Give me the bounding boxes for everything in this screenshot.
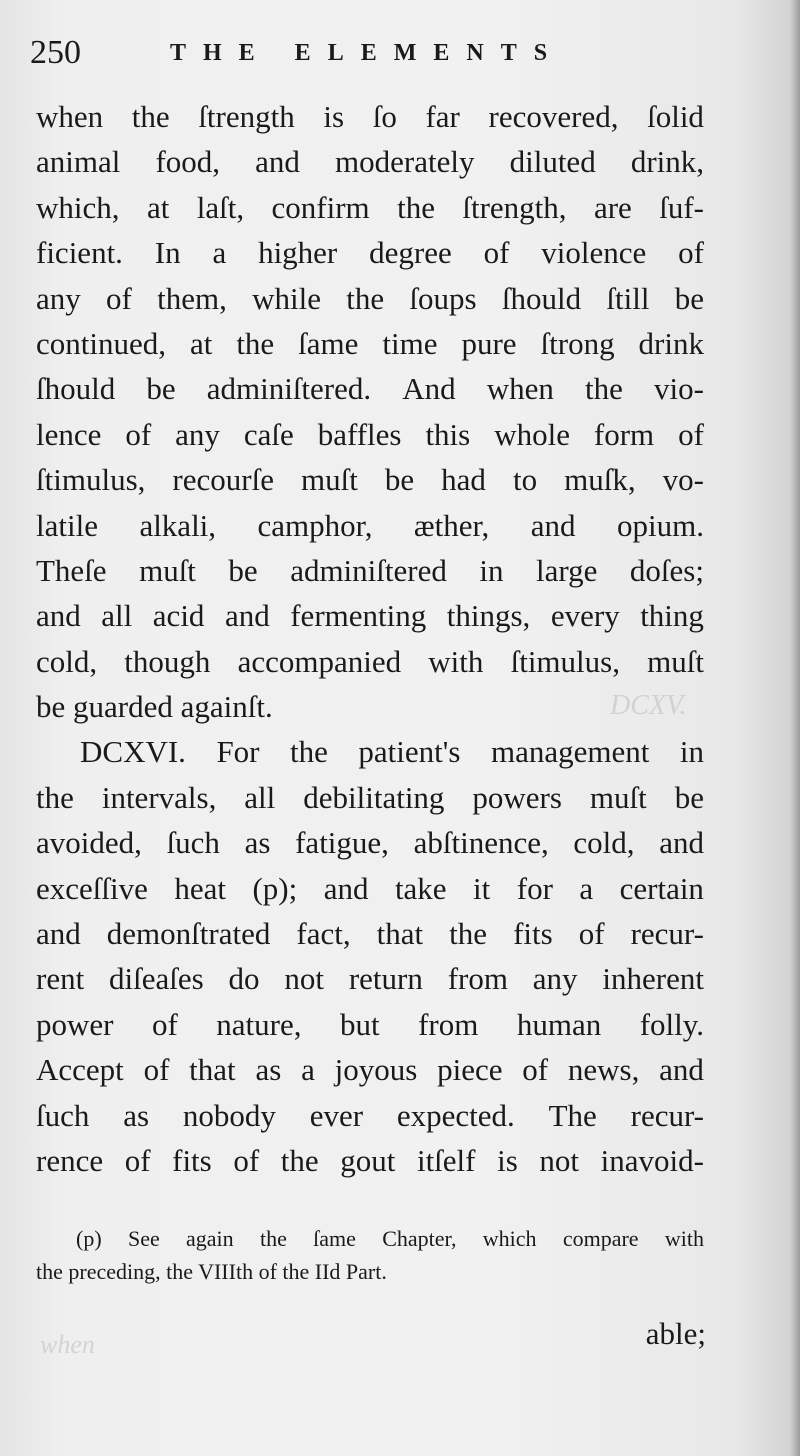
running-head: THE ELEMENTS [170, 40, 565, 66]
section-heading-line: DCXVI. For the patient's management in [80, 734, 704, 770]
text-line: Accept of that as a joyous piece of news, and [36, 1052, 704, 1088]
text-line: cold, though accompanied with ſtimulus, muſt [36, 643, 704, 679]
text-line: ſuch as nobody ever expected. The recur- [36, 1097, 704, 1133]
page-number: 250 [30, 34, 81, 71]
show-through-text: when [40, 1330, 95, 1359]
text-line: ſtimulus, recourſe muſt be had to muſk, vo- [36, 462, 704, 498]
text-line: latile alkali, camphor, æther, and opium. [36, 507, 704, 543]
text-line: and all acid and fermenting things, every thing [36, 598, 704, 634]
catchword: able; [645, 1316, 706, 1351]
body-text [36, 94, 704, 1183]
text-line: any of them, while the ſoups ſhould ſtill be [36, 280, 704, 316]
footnote-line: the preceding, the VIIIth of the IId Part. [36, 1259, 387, 1284]
text-line: the intervals, all debilitating powers muſt be [36, 779, 704, 815]
text-line: rence of fits of the gout itſelf is not inavoid- [36, 1142, 704, 1178]
text-line: and demonſtrated fact, that the fits of recur- [36, 916, 704, 952]
text-line: power of nature, but from human folly. [36, 1006, 704, 1042]
text-line: exceſſive heat (p); and take it for a certain [36, 870, 704, 906]
footnote-line: (p) See again the ſame Chapter, which compare with [76, 1226, 704, 1251]
text-line: animal food, and moderately diluted drink, [36, 144, 704, 180]
text-line: Theſe muſt be adminiſtered in large doſes; [36, 552, 704, 588]
text-line: rent diſeaſes do not return from any inherent [36, 961, 704, 997]
text-line: avoided, ſuch as fatigue, abſtinence, cold, and [36, 825, 704, 861]
page-header [30, 30, 730, 80]
text-line: ficient. In a higher degree of violence of [36, 235, 704, 271]
text-line: which, at laſt, confirm the ſtrength, are ſuf- [36, 189, 704, 225]
text-line: lence of any caſe baffles this whole form of [36, 416, 704, 452]
text-line: ſhould be adminiſtered. And when the vio- [36, 371, 704, 407]
page-edge-shadow [790, 0, 800, 1456]
footnote [36, 1222, 704, 1288]
text-line: when the ſtrength is ſo far recovered, ſolid [36, 99, 704, 134]
text-line: be guarded againſt. [36, 689, 273, 725]
text-line: continued, at the ſame time pure ſtrong drink [36, 325, 704, 361]
show-through-text: DCXV. [610, 690, 687, 721]
